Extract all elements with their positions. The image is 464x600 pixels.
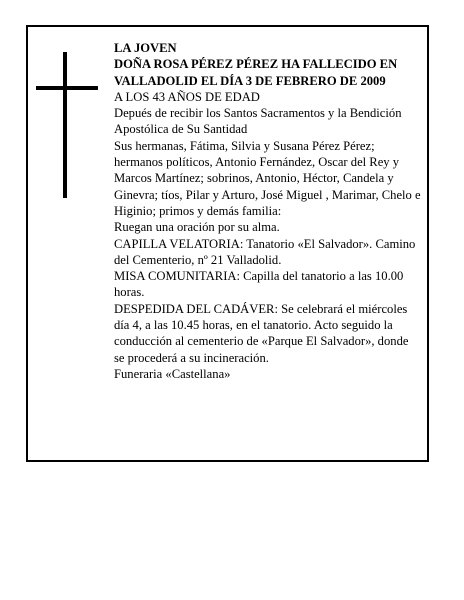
- obituary-text: [114, 40, 422, 382]
- heading-label: LA JOVEN: [114, 41, 177, 55]
- chapel-paragraph: CAPILLA VELATORIA: Tanatorio «El Salvador». Camino del Cementerio, nº 21 Valladolid.: [114, 236, 416, 267]
- prayer-line: Ruegan una oración por su alma.: [114, 220, 280, 235]
- funeral-home-line: Funeraria «Castellana»: [114, 366, 231, 381]
- family-paragraph: Sus hermanas, Fátima, Silvia y Susana Pérez Pérez; hermanos políticos, Antonio Fernández, Oscar del Rey y Marcos Martínez; sobrinos, Antonio, Héctor, Candela y Ginevra; tíos, Pilar y Arturo, José Miguel , Marimar, Chelo e Higinio; primos y demás familia:: [114, 138, 421, 218]
- age-line: A LOS 43 AÑOS DE EDAD: [114, 89, 260, 104]
- sacraments-paragraph: Depués de recibir los Santos Sacramentos y la Bendición Apostólica de Su Santidad: [114, 106, 402, 137]
- heading-main: DOÑA ROSA PÉREZ PÉREZ HA FALLECIDO EN VALLADOLID EL DÍA 3 DE FEBRERO DE 2009: [114, 57, 398, 88]
- farewell-paragraph: DESPEDIDA DEL CADÁVER: Se celebrará el miércoles día 4, a las 10.45 horas, en el tanatorio. Acto seguido la conducción al cementerio de «Parque El Salvador», donde se procederá a su incineración.: [114, 301, 409, 365]
- cross-horizontal-bar: [36, 86, 98, 90]
- cross-vertical-bar: [63, 52, 67, 198]
- mass-paragraph: MISA COMUNITARIA: Capilla del tanatorio a las 10.00 horas.: [114, 269, 404, 300]
- cross-icon: [36, 52, 98, 198]
